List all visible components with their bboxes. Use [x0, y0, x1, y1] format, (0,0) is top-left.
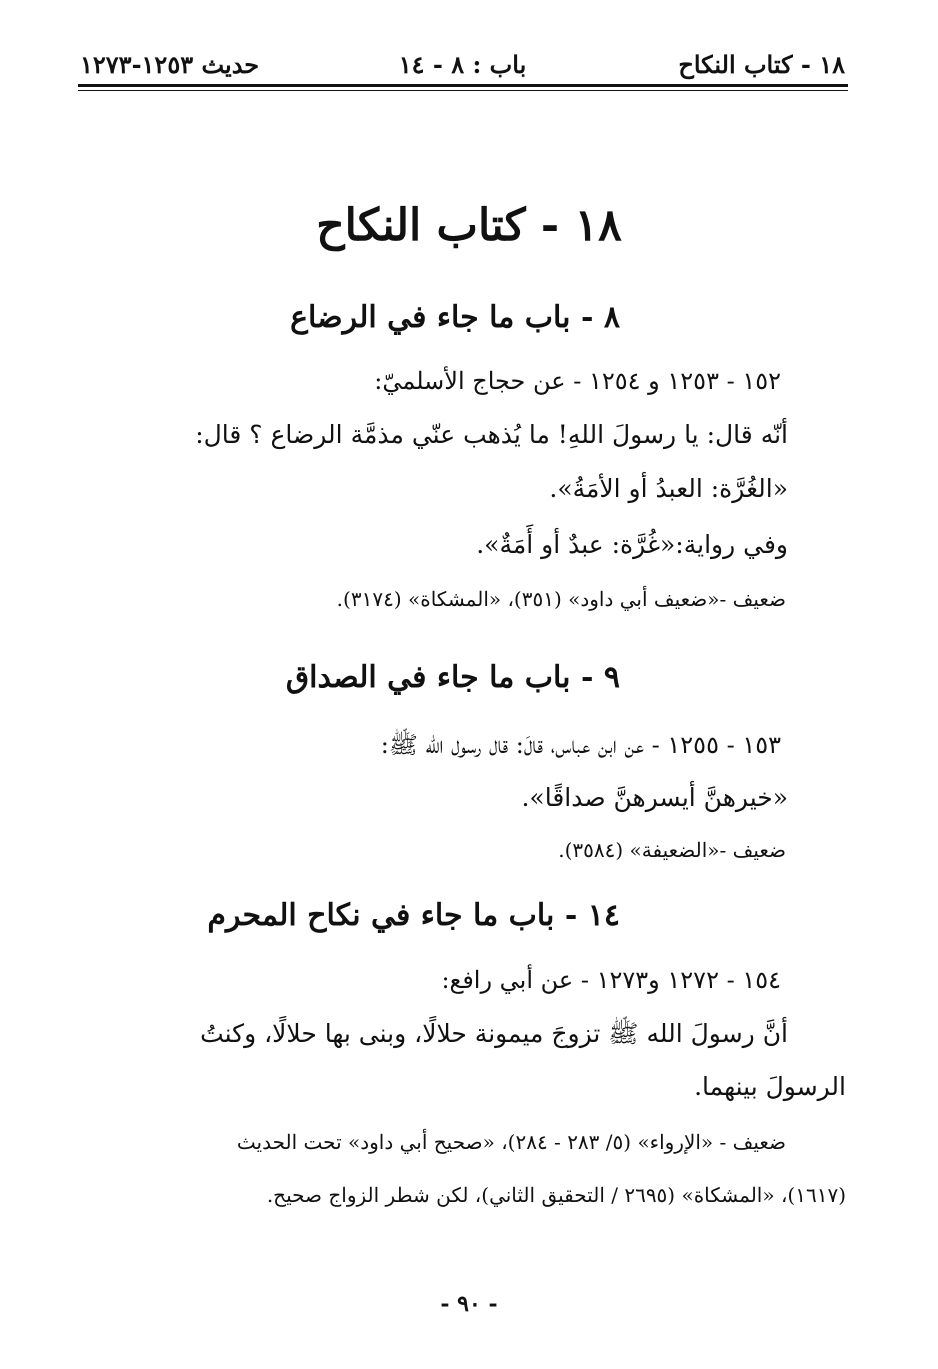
hadith-grade: ضعيف -«الضعيفة» (٣٥٨٤). [558, 838, 786, 862]
hadith-text-line: «الغُرَّة: العبدُ أو الأمَةُ». [549, 474, 788, 503]
header-rule-thick [78, 84, 848, 87]
chapter-title: ٨ - باب ما جاء في الرضاع [290, 300, 620, 335]
header-book-title: ١٨ - كتاب النكاح [678, 50, 845, 79]
header-hadith-range: حديث ١٢٥٣-١٢٧٣ [80, 50, 260, 79]
running-header [80, 50, 845, 86]
hadith-text-line: وفي رواية:«غُرَّة: عبدٌ أو أَمَةٌ». [476, 530, 788, 559]
book-title: ١٨ - كتاب النكاح [316, 200, 622, 251]
hadith-number-line: ١٥٢ - ١٢٥٣ و ١٢٥٤ - عن حجاج الأسلميّ: [374, 367, 781, 395]
hadith-text-line: الرسولَ بينهما. [694, 1072, 846, 1101]
chapter-title: ١٤ - باب ما جاء في نكاح المحرم [207, 898, 620, 933]
hadith-text-line: «خيرهنَّ أيسرهنَّ صداقًا». [521, 783, 788, 812]
hadith-grade: ضعيف - «الإرواء» (٥/ ٢٨٣ - ٢٨٤)، «صحيح أبي داود» تحت الحديث [236, 1130, 786, 1154]
hadith-grade: (١٦١٧)، «المشكاة» (٢٦٩٥ / التحقيق الثاني)، لكن شطر الزواج صحيح. [266, 1183, 846, 1207]
hadith-number-line: ١٥٣ - ١٢٥٥ - عن ابن عباس، قالَ: قال رسول الله ﷺ: [380, 731, 781, 759]
chapter-title: ٩ - باب ما جاء في الصداق [285, 660, 620, 695]
header-chapters: باب : ٨ - ١٤ [398, 50, 527, 79]
hadith-text-line: أنّه قال: يا رسولَ اللهِ! ما يُذهب عنّي مذمَّة الرضاع ؟ قال: [195, 420, 788, 449]
page-number: - ٩٠ - [440, 1291, 498, 1317]
hadith-text-line: أنَّ رسولَ الله ﷺ تزوجَ ميمونة حلالًا، وبنى بها حلالًا، وكنتُ [200, 1019, 788, 1048]
header-rule-thin [78, 90, 848, 91]
hadith-number-line: ١٥٤ - ١٢٧٢ و١٢٧٣ - عن أبي رافع: [441, 966, 781, 994]
hadith-grade: ضعيف -«ضعيف أبي داود» (٣٥١)، «المشكاة» (٣١٧٤). [336, 587, 786, 611]
